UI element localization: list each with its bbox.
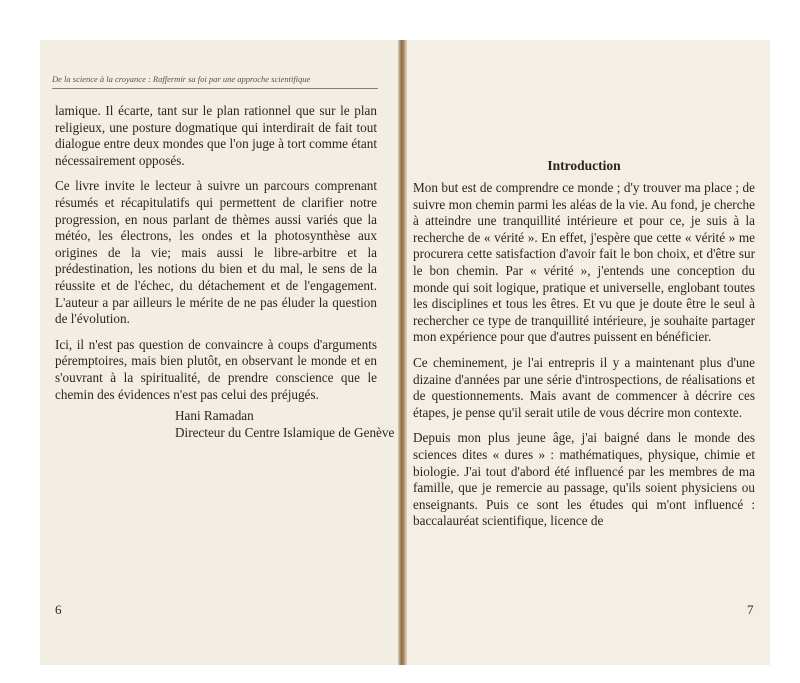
running-head-rule bbox=[52, 88, 378, 89]
right-paragraph-2: Ce cheminement, je l'ai entrepris il y a maintenant plus d'une dizaine d'années par une série d'introspections, de réalisations et de questionnements. Mais avant de commencer à décrire ces étapes, je pense qu'il serait utile de vous décrire mon contexte. bbox=[413, 354, 755, 420]
left-page-body bbox=[55, 103, 377, 412]
left-page-number: 6 bbox=[55, 602, 62, 617]
signature-title: Directeur du Centre Islamique de Genève bbox=[175, 424, 395, 440]
left-paragraph-1: lamique. Il écarte, tant sur le plan rationnel que sur le plan religieux, une posture dogmatique qui interdirait de fait tout dialogue entre deux mondes que l'on juge à tort comme étant nécessairement opposés. bbox=[55, 103, 377, 168]
foreword-signature bbox=[175, 408, 395, 441]
book-gutter bbox=[398, 40, 407, 665]
left-paragraph-3: Ici, il n'est pas question de convaincre à coups d'arguments péremptoires, mais bien plutôt, en observant le monde et en s'ouvrant à la spiritualité, de prendre conscience que le chemin des évidences n'est pas celui des préjugés. bbox=[55, 336, 377, 402]
right-paragraph-1: Mon but est de comprendre ce monde ; d'y trouver ma place ; de suivre mon chemin parmi les aléas de la vie. Au fond, je cherche à atteindre une tranquillité intérieure et pour ce, je suis à la recherche de « vérité ». En effet, j'espère que cette « vérité » me procurera cette satisfaction d'avoir fait le bon choix, et d'être sur le bon chemin. Par « vérité », j'entends une conception du monde qui soit logique, pratique et universelle, englobant toutes les disciplines et tous les êtres. Et vu que je doute être le seul à rechercher ce type de tranquillité intérieure, je souhaite partager mon expérience pour que d'autres puissent en bénéficier. bbox=[413, 180, 755, 345]
right-page-body bbox=[413, 180, 755, 539]
running-head: De la science à la croyance : Raffermir sa foi par une approche scientifique bbox=[52, 74, 311, 84]
right-page-number: 7 bbox=[747, 602, 754, 617]
right-paragraph-3: Depuis mon plus jeune âge, j'ai baigné dans le monde des sciences dites « dures » : mathématiques, physique, chimie et biologie. J'ai tout d'abord été influencé par les membres de ma famille, que je remercie au passage, qu'ils soient physiciens ou enseignants. Puis ce sont les études qui m'ont influencé : baccalauréat scientifique, licence de bbox=[413, 430, 755, 529]
left-paragraph-2: Ce livre invite le lecteur à suivre un parcours comprenant résumés et récapitulatifs qui permettent de clarifier notre progression, en nous parlant de thèmes aussi variés que la météo, les électrons, les ondes et la photosynthèse aux origines de la vie; mais aussi le libre-arbitre et la prédestination, les notions du bien et du mal, le sens de la réussite et de l'échec, du détachement et de l'engagement. L'auteur a par ailleurs le mérite de ne pas éluder la question de l'évolution. bbox=[55, 178, 377, 327]
chapter-heading: Introduction bbox=[547, 158, 621, 173]
signature-name: Hani Ramadan bbox=[175, 408, 254, 423]
